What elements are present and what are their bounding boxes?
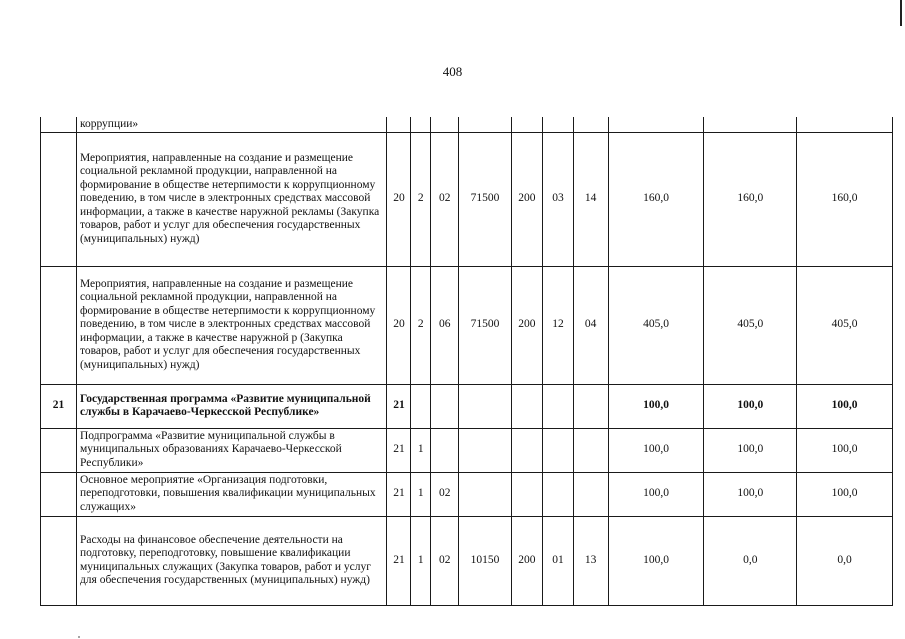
- code-direction-cell: [459, 472, 511, 516]
- item-name-cell: Основное мероприятие «Организация подготовки, переподготовки, повышения квалификации муниципальных служащих»: [76, 472, 387, 516]
- table-row: [41, 117, 893, 132]
- code-section-cell: 12: [543, 266, 574, 384]
- row-number-cell: [41, 516, 77, 605]
- scan-speck: [78, 636, 80, 638]
- code-expense-type-cell: 200: [511, 516, 543, 605]
- item-name-cell: Мероприятия, направленные на создание и размещение социальной рекламной продукции, направленной на формирование в обществе нетерпимости к коррупционному поведению, в том числе в электронных средствах массовой информации, а также в качестве наружной рекламы (Закупка товаров, работ и услуг для обеспечения государственных (муниципальных) нужд): [76, 132, 387, 266]
- code-subsection-cell: [573, 117, 608, 132]
- code-subsection-cell: 04: [573, 266, 608, 384]
- table-row: [41, 384, 893, 428]
- code-program-cell: 20: [387, 132, 411, 266]
- code-program-cell: 21: [387, 384, 411, 428]
- code-expense-type-cell: 200: [511, 132, 543, 266]
- amount-year3-cell: 405,0: [797, 266, 893, 384]
- code-section-cell: 03: [543, 132, 574, 266]
- code-event-cell: [431, 117, 459, 132]
- code-section-cell: [543, 472, 574, 516]
- code-direction-cell: [459, 428, 511, 472]
- item-name-cell: Государственная программа «Развитие муниципальной службы в Карачаево-Черкесской Республике»: [76, 384, 387, 428]
- amount-year3-cell: 100,0: [797, 428, 893, 472]
- code-section-cell: [543, 384, 574, 428]
- amount-year2-cell: 0,0: [704, 516, 797, 605]
- item-name-cell: коррупции»: [76, 117, 387, 132]
- item-name-cell: Мероприятия, направленные на создание и размещение социальной рекламной продукции, направленной на формирование в обществе нетерпимости к коррупционному поведению, в том числе в электронных средствах массовой информации, а также в качестве наружной р (Закупка товаров, работ и услуг для обеспечения государственных (муниципальных) нужд): [76, 266, 387, 384]
- code-subprogram-cell: 1: [411, 428, 431, 472]
- code-event-cell: 06: [431, 266, 459, 384]
- code-subprogram-cell: 2: [411, 266, 431, 384]
- budget-table-body: [41, 117, 893, 605]
- code-subprogram-cell: [411, 117, 431, 132]
- code-program-cell: 21: [387, 472, 411, 516]
- amount-year3-cell: 100,0: [797, 472, 893, 516]
- code-subprogram-cell: 2: [411, 132, 431, 266]
- row-number-cell: [41, 266, 77, 384]
- code-section-cell: [543, 428, 574, 472]
- amount-year1-cell: 100,0: [608, 472, 704, 516]
- code-direction-cell: 71500: [459, 266, 511, 384]
- code-subsection-cell: 13: [573, 516, 608, 605]
- amount-year1-cell: 100,0: [608, 428, 704, 472]
- code-expense-type-cell: [511, 428, 543, 472]
- table-row: [41, 472, 893, 516]
- page-number: 408: [442, 64, 463, 79]
- amount-year3-cell: 0,0: [797, 516, 893, 605]
- code-event-cell: 02: [431, 132, 459, 266]
- amount-year2-cell: 405,0: [704, 266, 797, 384]
- code-section-cell: 01: [543, 516, 574, 605]
- code-subsection-cell: [573, 384, 608, 428]
- amount-year2-cell: 100,0: [704, 428, 797, 472]
- table-row: [41, 266, 893, 384]
- code-program-cell: 21: [387, 516, 411, 605]
- code-direction-cell: 10150: [459, 516, 511, 605]
- code-program-cell: [387, 117, 411, 132]
- amount-year2-cell: [704, 117, 797, 132]
- code-section-cell: [543, 117, 574, 132]
- code-subprogram-cell: 1: [411, 472, 431, 516]
- code-event-cell: [431, 384, 459, 428]
- amount-year1-cell: 160,0: [608, 132, 704, 266]
- amount-year2-cell: 100,0: [704, 472, 797, 516]
- item-name-cell: Подпрограмма «Развитие муниципальной службы в муниципальных образованиях Карачаево-Черкесской Республики»: [76, 428, 387, 472]
- item-name-cell: Расходы на финансовое обеспечение деятельности на подготовку, переподготовку, повышение квалификации муниципальных служащих (Закупка товаров, работ и услуг для обеспечения государственных (муниципальных) нужд): [76, 516, 387, 605]
- amount-year2-cell: 100,0: [704, 384, 797, 428]
- code-subprogram-cell: [411, 384, 431, 428]
- row-number-cell: [41, 132, 77, 266]
- code-subsection-cell: 14: [573, 132, 608, 266]
- amount-year1-cell: 100,0: [608, 384, 704, 428]
- code-expense-type-cell: [511, 472, 543, 516]
- budget-table: [40, 117, 893, 606]
- amount-year1-cell: 100,0: [608, 516, 704, 605]
- table-row: [41, 516, 893, 605]
- amount-year3-cell: [797, 117, 893, 132]
- code-program-cell: 20: [387, 266, 411, 384]
- amount-year3-cell: 160,0: [797, 132, 893, 266]
- code-event-cell: [431, 428, 459, 472]
- code-program-cell: 21: [387, 428, 411, 472]
- code-subprogram-cell: 1: [411, 516, 431, 605]
- row-number-cell: [41, 428, 77, 472]
- code-event-cell: 02: [431, 516, 459, 605]
- code-subsection-cell: [573, 472, 608, 516]
- code-expense-type-cell: [511, 117, 543, 132]
- code-subsection-cell: [573, 428, 608, 472]
- code-expense-type-cell: [511, 384, 543, 428]
- code-expense-type-cell: 200: [511, 266, 543, 384]
- row-number-cell: [41, 117, 77, 132]
- amount-year3-cell: 100,0: [797, 384, 893, 428]
- row-number-cell: 21: [41, 384, 77, 428]
- code-direction-cell: [459, 117, 511, 132]
- scan-edge-mark: [900, 0, 902, 26]
- code-direction-cell: 71500: [459, 132, 511, 266]
- code-event-cell: 02: [431, 472, 459, 516]
- table-row: [41, 428, 893, 472]
- amount-year1-cell: [608, 117, 704, 132]
- amount-year1-cell: 405,0: [608, 266, 704, 384]
- row-number-cell: [41, 472, 77, 516]
- code-direction-cell: [459, 384, 511, 428]
- amount-year2-cell: 160,0: [704, 132, 797, 266]
- table-row: [41, 132, 893, 266]
